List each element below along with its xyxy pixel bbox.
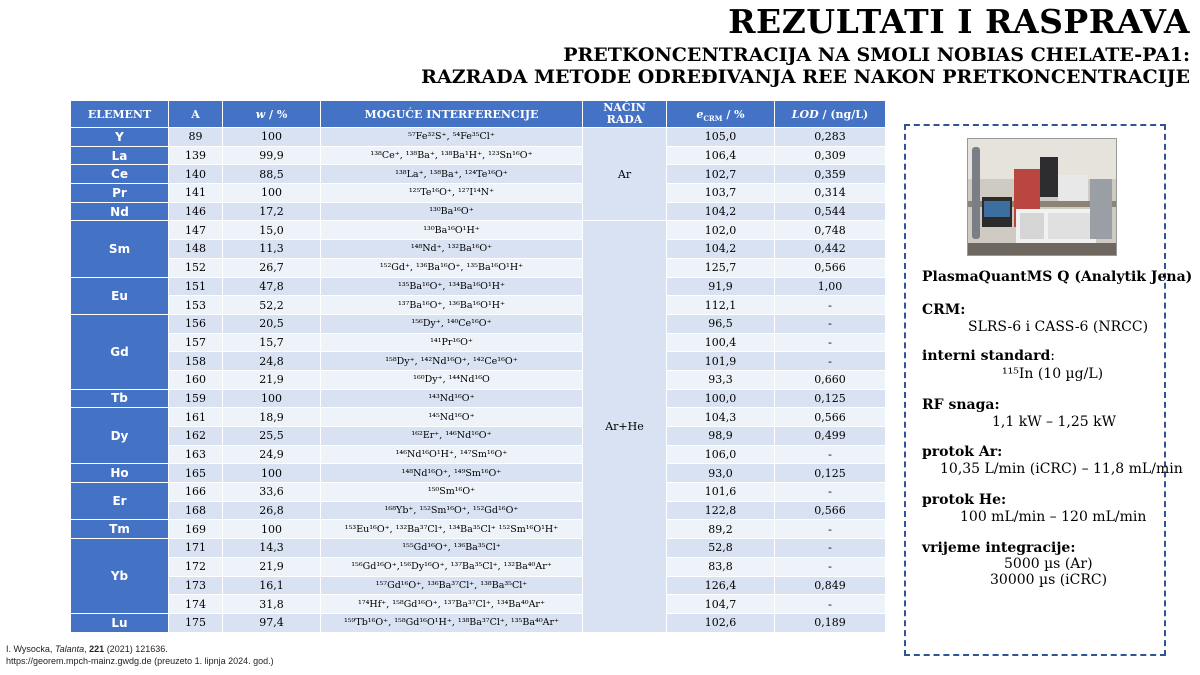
table-row — [71, 501, 886, 520]
abundance-cell: 21,9 — [223, 557, 321, 576]
header-element: ELEMENT — [71, 101, 169, 128]
lod-cell: 0,189 — [775, 613, 886, 632]
table-row — [71, 464, 886, 483]
table-row — [71, 445, 886, 464]
element-cell: Er — [71, 483, 169, 520]
mass-number-cell: 175 — [169, 613, 223, 632]
abundance-cell: 26,8 — [223, 501, 321, 520]
lod-cell: 0,125 — [775, 464, 886, 483]
interferences-cell: ¹⁵³Eu¹⁶O⁺, ¹³²Ba³⁷Cl⁺, ¹³⁴Ba³⁵Cl⁺ ¹⁵²Sm¹⁶O¹H⁺ — [321, 520, 583, 539]
abundance-cell: 25,5 — [223, 427, 321, 446]
lod-cell: 0,499 — [775, 427, 886, 446]
interferences-cell: ¹⁴⁶Nd¹⁶O¹H⁺, ¹⁴⁷Sm¹⁶O⁺ — [321, 445, 583, 464]
lod-cell: 0,283 — [775, 128, 886, 147]
interferences-cell: ¹⁶⁸Yb⁺, ¹⁵²Sm¹⁶O⁺, ¹⁵²Gd¹⁶O⁺ — [321, 501, 583, 520]
interferences-cell: ⁵⁷Fe³²S⁺, ⁵⁴Fe³⁵Cl⁺ — [321, 128, 583, 147]
table-row — [71, 483, 886, 502]
table-row — [71, 240, 886, 259]
interferences-cell: ¹⁵⁷Gd¹⁶O⁺, ¹³⁶Ba³⁷Cl⁺, ¹³⁸Ba³⁵Cl⁺ — [321, 576, 583, 595]
abundance-cell: 15,7 — [223, 333, 321, 352]
recovery-cell: 101,6 — [667, 483, 775, 502]
element-cell: Tm — [71, 520, 169, 539]
lod-cell: 0,125 — [775, 389, 886, 408]
table-row — [71, 314, 886, 333]
element-cell: Nd — [71, 202, 169, 221]
lod-cell: - — [775, 445, 886, 464]
recovery-cell: 91,9 — [667, 277, 775, 296]
mass-number-cell: 166 — [169, 483, 223, 502]
recovery-cell: 102,0 — [667, 221, 775, 240]
abundance-cell: 11,3 — [223, 240, 321, 259]
abundance-cell: 100 — [223, 128, 321, 147]
lod-cell: - — [775, 595, 886, 614]
element-cell: Eu — [71, 277, 169, 314]
mass-number-cell: 147 — [169, 221, 223, 240]
element-cell: La — [71, 146, 169, 165]
reference-1-author: I. Wysocka, — [6, 644, 55, 654]
header-recovery-unit: / % — [722, 107, 745, 121]
recovery-cell: 102,6 — [667, 613, 775, 632]
abundance-cell: 15,0 — [223, 221, 321, 240]
abundance-cell: 100 — [223, 184, 321, 203]
table-row — [71, 576, 886, 595]
table-row — [71, 539, 886, 558]
abundance-cell: 14,3 — [223, 539, 321, 558]
reference-2: https://georem.mpch-mainz.gwdg.de (preuzeto 1. lipnja 2024. god.) — [6, 656, 274, 666]
references — [6, 643, 274, 667]
lod-cell: 0,359 — [775, 165, 886, 184]
interferences-cell: ¹³⁰Ba¹⁶O¹H⁺ — [321, 221, 583, 240]
interferences-cell: ¹³⁵Ba¹⁶O⁺, ¹³⁴Ba¹⁶O¹H⁺ — [321, 277, 583, 296]
recovery-cell: 52,8 — [667, 539, 775, 558]
element-cell: Lu — [71, 613, 169, 632]
table-body — [71, 128, 886, 633]
integration-time-ar: 5000 µs (Ar) — [1004, 556, 1093, 572]
mass-number-cell: 168 — [169, 501, 223, 520]
header-interferences: MOGUĆE INTERFERENCIJE — [321, 101, 583, 128]
lod-cell: 0,566 — [775, 501, 886, 520]
interferences-cell: ¹⁷⁴Hf⁺, ¹⁵⁸Gd¹⁶O⁺, ¹³⁷Ba³⁷Cl⁺, ¹³⁴Ba⁴⁰Ar⁺ — [321, 595, 583, 614]
lod-cell: 0,544 — [775, 202, 886, 221]
table-row — [71, 333, 886, 352]
lod-cell: 0,849 — [775, 576, 886, 595]
ar-flow-label: protok Ar: — [922, 444, 1003, 460]
table-row — [71, 184, 886, 203]
lod-cell: - — [775, 314, 886, 333]
rf-power-value: 1,1 kW – 1,25 kW — [992, 414, 1116, 430]
recovery-cell: 112,1 — [667, 296, 775, 315]
recovery-cell: 93,3 — [667, 370, 775, 389]
page-subtitle-1: PRETKONCENTRACIJA NA SMOLI NOBIAS CHELATE-PA1: — [563, 44, 1190, 66]
interferences-cell: ¹⁶⁰Dy⁺, ¹⁴⁴Nd¹⁶O — [321, 370, 583, 389]
recovery-cell: 96,5 — [667, 314, 775, 333]
abundance-cell: 24,9 — [223, 445, 321, 464]
recovery-cell: 106,0 — [667, 445, 775, 464]
recovery-cell: 104,2 — [667, 202, 775, 221]
table-row — [71, 613, 886, 632]
interferences-cell: ¹⁵²Gd⁺, ¹³⁶Ba¹⁶O⁺, ¹³⁵Ba¹⁶O¹H⁺ — [321, 258, 583, 277]
mass-number-cell: 156 — [169, 314, 223, 333]
mass-number-cell: 89 — [169, 128, 223, 147]
recovery-cell: 122,8 — [667, 501, 775, 520]
interferences-cell: ¹³⁸Ce⁺, ¹³⁸Ba⁺, ¹³⁸Ba¹H⁺, ¹²³Sn¹⁶O⁺ — [321, 146, 583, 165]
recovery-cell: 125,7 — [667, 258, 775, 277]
recovery-cell: 126,4 — [667, 576, 775, 595]
header-lod — [775, 101, 886, 128]
abundance-cell: 52,2 — [223, 296, 321, 315]
element-cell: Y — [71, 128, 169, 147]
interferences-cell: ¹²⁵Te¹⁶O⁺, ¹²⁷I¹⁴N⁺ — [321, 184, 583, 203]
table-row — [71, 370, 886, 389]
recovery-cell: 100,0 — [667, 389, 775, 408]
mass-number-cell: 163 — [169, 445, 223, 464]
lod-cell: 0,748 — [775, 221, 886, 240]
abundance-cell: 16,1 — [223, 576, 321, 595]
lod-cell: - — [775, 539, 886, 558]
lod-cell: - — [775, 352, 886, 371]
interferences-cell: ¹⁵⁹Tb¹⁶O⁺, ¹⁵⁸Gd¹⁶O¹H⁺, ¹³⁸Ba³⁷Cl⁺, ¹³⁵Ba⁴⁰Ar⁺ — [321, 613, 583, 632]
header-mass-number: A — [169, 101, 223, 128]
recovery-cell: 98,9 — [667, 427, 775, 446]
interferences-cell: ¹⁵⁵Gd¹⁶O⁺, ¹³⁶Ba³⁵Cl⁺ — [321, 539, 583, 558]
interferences-cell: ¹³⁰Ba¹⁶O⁺ — [321, 202, 583, 221]
internal-standard-value: ¹¹⁵In (10 µg/L) — [1002, 366, 1104, 382]
lod-cell: 1,00 — [775, 277, 886, 296]
table-row — [71, 520, 886, 539]
abundance-cell: 21,9 — [223, 370, 321, 389]
table-row — [71, 128, 886, 147]
page-title: REZULTATI I RASPRAVA — [728, 2, 1190, 41]
interferences-cell: ¹³⁷Ba¹⁶O⁺, ¹³⁶Ba¹⁶O¹H⁺ — [321, 296, 583, 315]
interferences-cell: ¹⁴¹Pr¹⁶O⁺ — [321, 333, 583, 352]
abundance-cell: 31,8 — [223, 595, 321, 614]
abundance-cell: 97,4 — [223, 613, 321, 632]
header-mode — [583, 101, 667, 128]
crm-value: SLRS-6 i CASS-6 (NRCC) — [968, 319, 1149, 335]
table-row — [71, 258, 886, 277]
mass-number-cell: 160 — [169, 370, 223, 389]
interferences-cell: ¹³⁸La⁺, ¹³⁸Ba⁺, ¹²⁴Te¹⁶O⁺ — [321, 165, 583, 184]
abundance-cell: 100 — [223, 520, 321, 539]
integration-time-label: vrijeme integracije: — [922, 540, 1076, 556]
instrument-photo — [967, 138, 1117, 256]
mass-number-cell: 173 — [169, 576, 223, 595]
interferences-cell: ¹⁴³Nd¹⁶O⁺ — [321, 389, 583, 408]
header-mode-line1: NAČIN — [603, 101, 646, 114]
results-table — [70, 100, 886, 633]
interferences-cell: ¹⁵⁸Dy⁺, ¹⁴²Nd¹⁶O⁺, ¹⁴²Ce¹⁶O⁺ — [321, 352, 583, 371]
interferences-cell: ¹⁶²Er⁺, ¹⁴⁶Nd¹⁶O⁺ — [321, 427, 583, 446]
interferences-cell: ¹⁵⁶Gd¹⁶O⁺,¹⁵⁶Dy¹⁶O⁺, ¹³⁷Ba³⁵Cl⁺, ¹³²Ba⁴⁰Ar⁺ — [321, 557, 583, 576]
mass-number-cell: 157 — [169, 333, 223, 352]
mass-number-cell: 159 — [169, 389, 223, 408]
recovery-cell: 101,9 — [667, 352, 775, 371]
abundance-cell: 26,7 — [223, 258, 321, 277]
recovery-cell: 106,4 — [667, 146, 775, 165]
table-row — [71, 352, 886, 371]
header-lod-symbol: LOD — [791, 107, 819, 121]
mass-number-cell: 140 — [169, 165, 223, 184]
element-cell: Pr — [71, 184, 169, 203]
he-flow-label: protok He: — [922, 492, 1007, 508]
recovery-cell: 103,7 — [667, 184, 775, 203]
header-recovery — [667, 101, 775, 128]
abundance-cell: 100 — [223, 464, 321, 483]
recovery-cell: 102,7 — [667, 165, 775, 184]
header-lod-unit: / (ng/L) — [818, 107, 869, 121]
lod-cell: 0,442 — [775, 240, 886, 259]
table-row — [71, 277, 886, 296]
lod-cell: - — [775, 483, 886, 502]
element-cell: Gd — [71, 314, 169, 389]
element-cell: Tb — [71, 389, 169, 408]
instrument-panel — [904, 124, 1193, 656]
table-row — [71, 389, 886, 408]
page-subtitle-2: RAZRADA METODE ODREĐIVANJA REE NAKON PRETKONCENTRACIJE — [421, 66, 1190, 88]
header-abundance — [223, 101, 321, 128]
lod-cell: 0,309 — [775, 146, 886, 165]
lod-cell: - — [775, 296, 886, 315]
mass-number-cell: 152 — [169, 258, 223, 277]
abundance-cell: 88,5 — [223, 165, 321, 184]
mass-number-cell: 169 — [169, 520, 223, 539]
recovery-cell: 104,2 — [667, 240, 775, 259]
recovery-cell: 89,2 — [667, 520, 775, 539]
recovery-cell: 100,4 — [667, 333, 775, 352]
reference-1: I. Wysocka, Talanta, 221 (2021) 121636. — [6, 644, 168, 654]
recovery-cell: 93,0 — [667, 464, 775, 483]
lod-cell: 0,660 — [775, 370, 886, 389]
mass-number-cell: 139 — [169, 146, 223, 165]
element-cell: Dy — [71, 408, 169, 464]
abundance-cell: 17,2 — [223, 202, 321, 221]
recovery-cell: 104,3 — [667, 408, 775, 427]
lod-cell: 0,314 — [775, 184, 886, 203]
mass-number-cell: 141 — [169, 184, 223, 203]
mass-number-cell: 172 — [169, 557, 223, 576]
recovery-cell: 104,7 — [667, 595, 775, 614]
abundance-cell: 33,6 — [223, 483, 321, 502]
mass-number-cell: 146 — [169, 202, 223, 221]
header-abundance-unit: / % — [265, 107, 288, 121]
table-row — [71, 296, 886, 315]
internal-standard-label: interni standard — [922, 348, 1051, 364]
recovery-cell: 83,8 — [667, 557, 775, 576]
recovery-cell: 105,0 — [667, 128, 775, 147]
reference-1-journal: Talanta — [54, 644, 85, 654]
abundance-cell: 20,5 — [223, 314, 321, 333]
crm-label: CRM: — [922, 302, 966, 318]
element-cell: Ce — [71, 165, 169, 184]
element-cell: Yb — [71, 539, 169, 614]
integration-time-icrc: 30000 µs (iCRC) — [990, 572, 1108, 588]
internal-standard-line — [922, 348, 1055, 364]
abundance-cell: 18,9 — [223, 408, 321, 427]
abundance-cell: 99,9 — [223, 146, 321, 165]
table-row — [71, 557, 886, 576]
mass-number-cell: 174 — [169, 595, 223, 614]
table-row — [71, 427, 886, 446]
interferences-cell: ¹⁴⁸Nd⁺, ¹³²Ba¹⁶O⁺ — [321, 240, 583, 259]
element-cell: Sm — [71, 221, 169, 277]
mass-number-cell: 162 — [169, 427, 223, 446]
mode-cell: Ar+He — [583, 221, 667, 632]
lod-cell: 0,566 — [775, 408, 886, 427]
mass-number-cell: 153 — [169, 296, 223, 315]
table-row — [71, 221, 886, 240]
ar-flow-value: 10,35 L/min (iCRC) – 11,8 mL/min — [940, 461, 1183, 477]
header-abundance-symbol: w — [255, 107, 266, 121]
lod-cell: - — [775, 333, 886, 352]
header-recovery-subscript: CRM — [703, 113, 723, 123]
table-header-row — [71, 101, 886, 128]
mass-number-cell: 151 — [169, 277, 223, 296]
lod-cell: - — [775, 557, 886, 576]
abundance-cell: 47,8 — [223, 277, 321, 296]
header-recovery-symbol: e — [696, 107, 704, 121]
table-row — [71, 146, 886, 165]
abundance-cell: 100 — [223, 389, 321, 408]
interferences-cell: ¹⁴⁸Nd¹⁶O⁺, ¹⁴⁹Sm¹⁶O⁺ — [321, 464, 583, 483]
lab-image — [968, 139, 1116, 255]
reference-1-rest: (2021) 121636. — [104, 644, 168, 654]
mass-number-cell: 158 — [169, 352, 223, 371]
internal-standard-colon: : — [1050, 348, 1055, 364]
mass-number-cell: 171 — [169, 539, 223, 558]
table-row — [71, 165, 886, 184]
mass-number-cell: 148 — [169, 240, 223, 259]
interferences-cell: ¹⁵⁰Sm¹⁶O⁺ — [321, 483, 583, 502]
rf-power-label: RF snaga: — [922, 397, 1000, 413]
lod-cell: 0,566 — [775, 258, 886, 277]
table-row — [71, 408, 886, 427]
lod-cell: - — [775, 520, 886, 539]
mass-number-cell: 161 — [169, 408, 223, 427]
instrument-name: PlasmaQuantMS Q (Analytik Jena) — [922, 269, 1193, 285]
interferences-cell: ¹⁵⁶Dy⁺, ¹⁴⁰Ce¹⁶O⁺ — [321, 314, 583, 333]
mode-cell: Ar — [583, 128, 667, 221]
mass-number-cell: 165 — [169, 464, 223, 483]
he-flow-value: 100 mL/min – 120 mL/min — [960, 509, 1147, 525]
header-mode-line2: RADA — [606, 113, 643, 126]
abundance-cell: 24,8 — [223, 352, 321, 371]
table-row — [71, 202, 886, 221]
table-row — [71, 595, 886, 614]
interferences-cell: ¹⁴⁵Nd¹⁶O⁺ — [321, 408, 583, 427]
element-cell: Ho — [71, 464, 169, 483]
reference-1-volume: 221 — [89, 644, 105, 654]
